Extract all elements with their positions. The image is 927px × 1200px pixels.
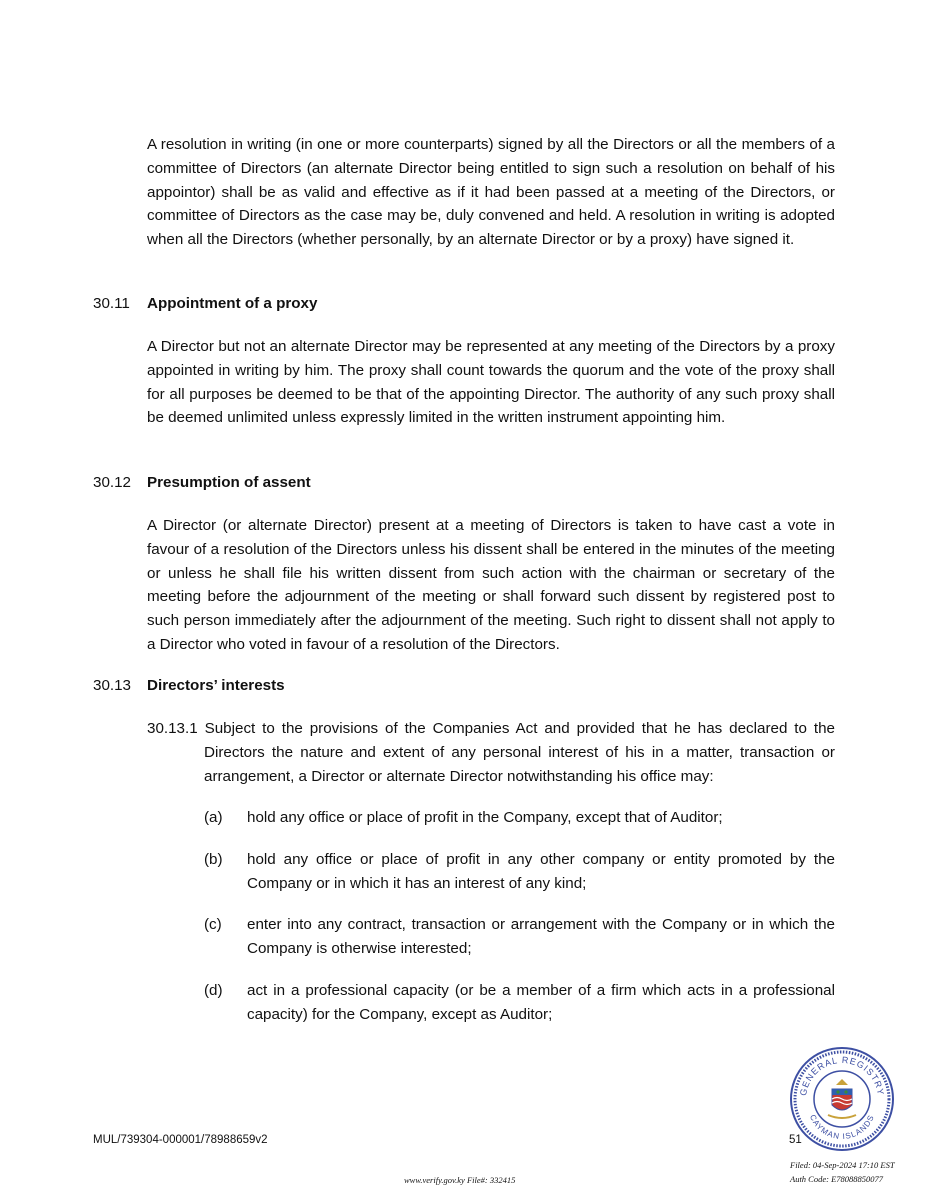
section-title: Directors’ interests [147, 677, 285, 694]
list-item-label: (d) [204, 982, 223, 999]
list-item-text: act in a professional capacity (or be a member of a firm which acts in a professional capacity) for the Company, except as Auditor; [247, 982, 835, 1023]
list-item-d [204, 979, 835, 1027]
section-number: 30.13 [93, 677, 132, 694]
auth-code: Auth Code: E78088850077 [790, 1174, 884, 1184]
proxy-paragraph: A Director but not an alternate Director may be represented at any meeting of the Directors by a proxy appointed in writing by him. The proxy shall count towards the quorum and the vote of the proxy shall for all purposes be deemed to be that of the appointing Director. The authority of any such proxy shall be deemed unlimited unless expressly limited in the written instrument appointing him. [147, 338, 835, 427]
list-item-label: (a) [204, 809, 223, 826]
list-item-label: (c) [204, 916, 222, 933]
subclause-text: Subject to the provisions of the Companies Act and provided that he has declared to the Directors the nature and extent of any personal interest of his in a matter, transaction or arrangement, a Director or alternate Director notwithstanding his office may: [204, 720, 835, 785]
list-item-c [204, 913, 835, 961]
filing-stamp [790, 1158, 895, 1186]
verify-url: www.verify.gov.ky File#: 332415 [404, 1175, 516, 1185]
resolution-in-writing-paragraph: A resolution in writing (in one or more counterparts) signed by all the Directors or all the members of a committee of Directors (an alternate Director being entitled to sign such a resolution on behalf of his appointor) shall be as valid and effective as if it had been passed at a meeting of the Directors, or committee of Directors as the case may be, duly convened and held. A resolution in writing is adopted when all the Directors (whether personally, by an alternate Director or by a proxy) have signed it. [147, 136, 835, 249]
seal-bottom-text: CAYMAN ISLANDS [807, 1113, 877, 1142]
document-reference: MUL/739304-000001/78988659v2 [93, 1134, 268, 1146]
subclause-30-13-1 [147, 717, 835, 788]
list-item-text: hold any office or place of profit in the Company, except that of Auditor; [247, 809, 723, 826]
section-heading-30-13 [93, 676, 285, 696]
seal-top-text: GENERAL REGISTRY [798, 1054, 886, 1097]
assent-paragraph: A Director (or alternate Director) present at a meeting of Directors is taken to have cast a vote in favour of a resolution of the Directors unless his dissent shall be entered in the minutes of the meeting or unless he shall file his written dissent from such action with the chairman or secretary of the meeting before the adjournment of the meeting or shall forward such dissent by registered post to such person immediately after the adjournment of the meeting. Such right to dissent shall not apply to a Director who voted in favour of a resolution of the Directors. [147, 517, 835, 653]
filed-date: Filed: 04-Sep-2024 17:10 EST [790, 1160, 895, 1170]
section-number: 30.11 [93, 295, 130, 312]
section-title: Presumption of assent [147, 474, 311, 491]
list-item-b [204, 848, 835, 896]
section-heading-30-12 [93, 473, 311, 493]
general-registry-seal-icon [788, 1045, 896, 1153]
section-heading-30-11 [93, 294, 317, 314]
list-item-text: enter into any contract, transaction or arrangement with the Company or in which the Company is otherwise interested; [247, 916, 835, 957]
list-item-a [204, 806, 835, 830]
section-number: 30.12 [93, 474, 132, 491]
page-number: 51 [789, 1134, 802, 1146]
section-title: Appointment of a proxy [147, 295, 318, 312]
subclause-number: 30.13.1 [147, 720, 198, 737]
list-item-text: hold any office or place of profit in any other company or entity promoted by the Company or in which it has an interest of any kind; [247, 851, 835, 892]
list-item-label: (b) [204, 851, 223, 868]
